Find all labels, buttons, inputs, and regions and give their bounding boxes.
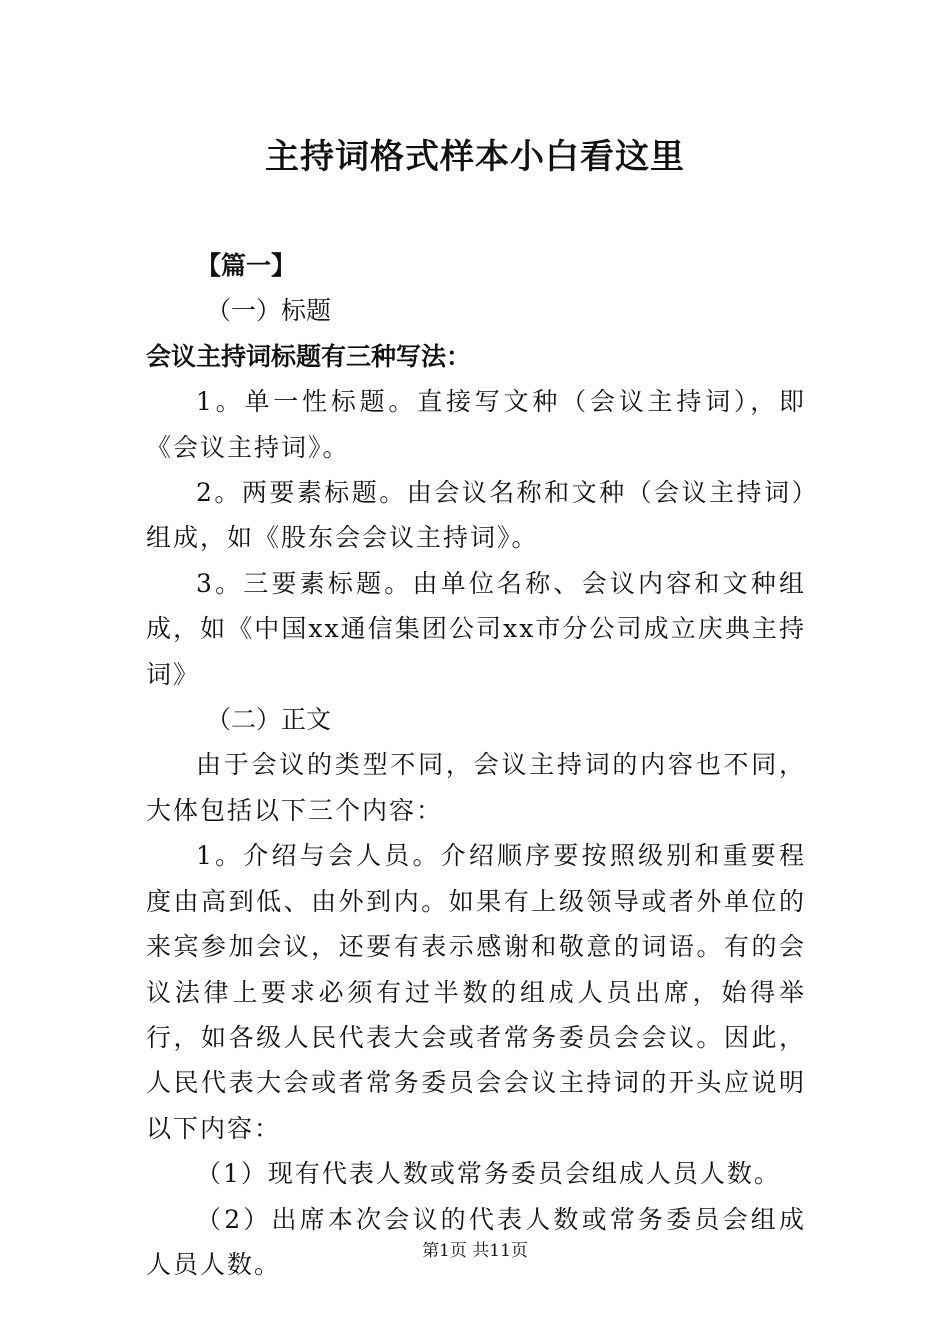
paragraph: （1）现有代表人数或常务委员会组成人员人数。 <box>196 1159 781 1189</box>
heading-body-section: （二）正文 <box>206 705 332 735</box>
lead-line: 会议主持词标题有三种写法： <box>146 341 472 371</box>
paragraph: （2）出席本次会议的代表人数或常务委员会组成人员人数。 <box>146 1204 806 1279</box>
page-footer: 第1页 共11页 <box>422 1241 528 1261</box>
paragraph: 2。两要素标题。由会议名称和文种（会议主持词）组成，如《股东会会议主持词》。 <box>146 478 806 553</box>
paragraph: 1。介绍与会人员。介绍顺序要按照级别和重要程度由高到低、由外到内。如果有上级领导或者外单位的来宾参加会议，还要有表示感谢和敬意的词语。有的会议法律上要求必须有过半数的组成人员出席，始得举行，如各级人民代表大会或者常务委员会会议。因此，人民代表大会或者常务委员会会议主持词的开头应说明以下内容： <box>146 841 806 1143</box>
section-label: 【篇一】 <box>196 251 297 280</box>
paragraph: 3。三要素标题。由单位名称、会议内容和文种组成，如《中国xx通信集团公司xx市分公司成立庆典主持词》 <box>146 568 806 689</box>
paragraph: 由于会议的类型不同，会议主持词的内容也不同，大体包括以下三个内容： <box>146 750 806 825</box>
paragraph: 1。单一性标题。直接写文种（会议主持词），即《会议主持词》。 <box>146 387 806 462</box>
document-body <box>146 243 806 1287</box>
heading-title-section: （一）标题 <box>206 296 332 326</box>
document-title: 主持词格式样本小白看这里 <box>265 137 685 177</box>
